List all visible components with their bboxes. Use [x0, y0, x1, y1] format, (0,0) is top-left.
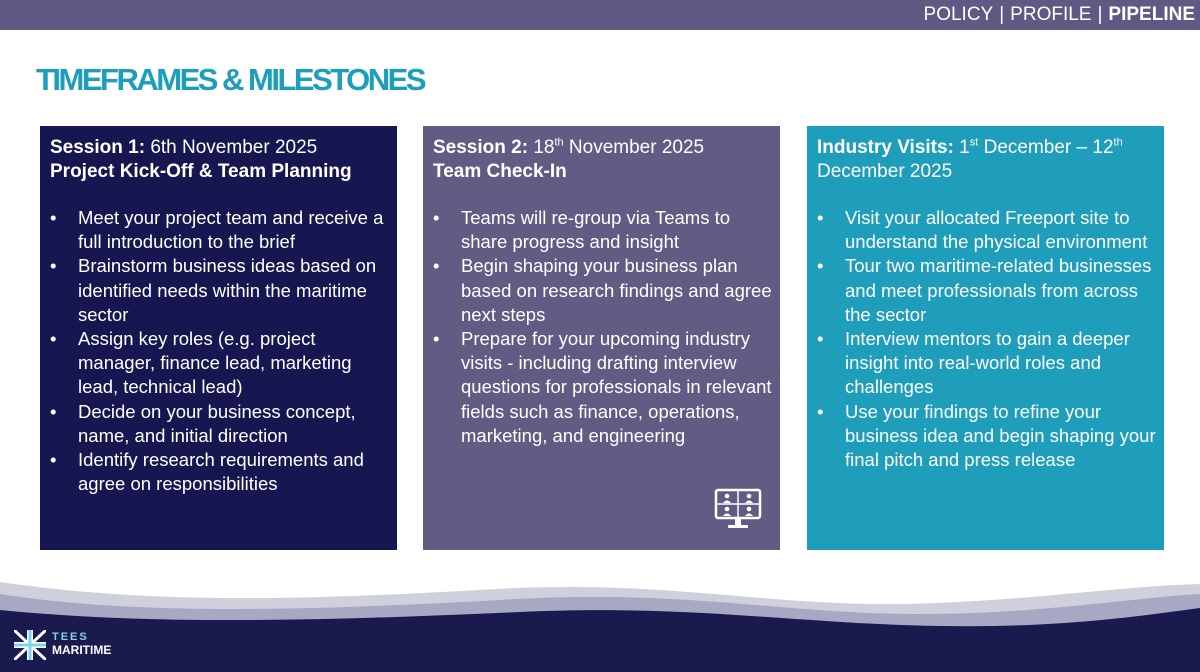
top-nav — [924, 0, 1195, 30]
list-item: • Decide on your business concept, name, and initial direction — [50, 400, 389, 448]
session-2-bullets — [433, 206, 772, 448]
nav-separator: | — [999, 4, 1005, 25]
logo-text — [52, 631, 111, 657]
session-2-date-suffix: th — [554, 136, 564, 149]
logo-line-2: MARITIME — [52, 643, 112, 657]
session-1-label: Session 1: — [50, 137, 146, 158]
session-1-subtitle: Project Kick-Off & Team Planning — [50, 161, 352, 182]
flag-icon — [14, 630, 46, 660]
list-item: • Use your findings to refine your business idea and begin shaping your final pitch and press release — [817, 400, 1156, 473]
list-item: • Prepare for your upcoming industry visits - including drafting interview questions for professionals in relevant fields such as finance, operations, marketing, and engineering — [433, 327, 772, 448]
top-bar — [0, 0, 1200, 30]
session-2-date-rest: November 2025 — [563, 137, 705, 158]
list-item: • Tour two maritime-related businesses and meet professionals from across the sector — [817, 254, 1156, 327]
session-1-date: 6th November 2025 — [145, 137, 318, 158]
list-item: • Interview mentors to gain a deeper insight into real-world roles and challenges — [817, 327, 1156, 400]
list-item: • Assign key roles (e.g. project manager, finance lead, marketing lead, technical lead) — [50, 327, 389, 400]
industry-visits-card — [807, 126, 1164, 550]
list-item: • Meet your project team and receive a full introduction to the brief — [50, 206, 389, 254]
session-2-heading — [433, 136, 772, 184]
nav-separator: | — [1097, 4, 1103, 25]
nav-pipeline[interactable]: PIPELINE — [1108, 4, 1195, 25]
logo-line-1: TEES — [52, 631, 89, 643]
session-2-date-day: 18 — [528, 137, 555, 158]
video-conference-icon — [714, 488, 762, 530]
industry-visits-label: Industry Visits: — [817, 137, 954, 158]
session-1-bullets — [50, 206, 389, 496]
session-2-label: Session 2: — [433, 137, 529, 158]
list-item: • Identify research requirements and agree on responsibilities — [50, 448, 389, 496]
session-2-subtitle: Team Check-In — [433, 161, 567, 182]
footer-waves — [0, 560, 1200, 672]
nav-policy[interactable]: POLICY — [923, 4, 994, 25]
page-title: TIMEFRAMES & MILESTONES — [36, 62, 425, 97]
industry-visits-date-day1: 1 — [953, 137, 970, 158]
list-item: • Begin shaping your business plan based on research findings and agree next steps — [433, 254, 772, 327]
industry-visits-bullets — [817, 206, 1156, 472]
industry-visits-date-suffix1: st — [969, 136, 979, 149]
industry-visits-date-suffix2: th — [1113, 136, 1123, 149]
session-2-card — [423, 126, 780, 550]
list-item: • Teams will re-group via Teams to share progress and insight — [433, 206, 772, 254]
tees-maritime-logo — [14, 630, 124, 660]
list-item: • Visit your allocated Freeport site to understand the physical environment — [817, 206, 1156, 254]
list-item: • Brainstorm business ideas based on identified needs within the maritime sector — [50, 254, 389, 327]
session-1-card — [40, 126, 397, 550]
session-1-heading — [50, 136, 389, 184]
industry-visits-heading — [817, 136, 1156, 184]
industry-visits-date-rest: December 2025 — [817, 161, 953, 182]
nav-profile[interactable]: PROFILE — [1010, 4, 1092, 25]
industry-visits-date-mid: December – 12 — [978, 137, 1114, 158]
